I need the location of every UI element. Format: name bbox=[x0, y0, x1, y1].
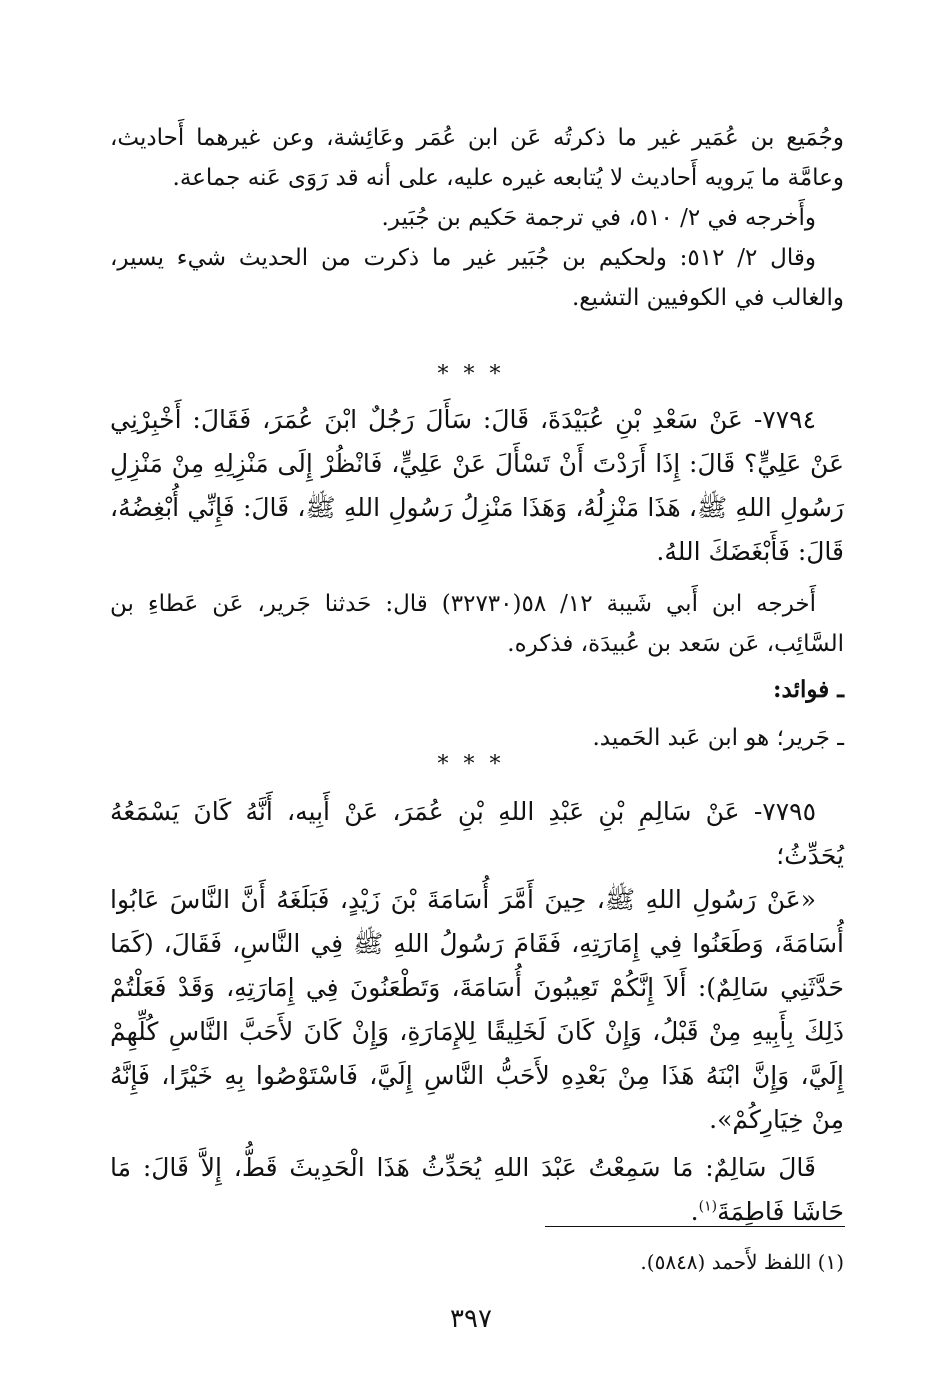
hadith-7794-text: ٧٧٩٤- عَنْ سَعْدِ بْنِ عُبَيْدَةَ، قَالَ: سَأَلَ رَجُلٌ ابْنَ عُمَرَ، فَقَالَ: أَخْبِرْنِي عَنْ عَلِيٍّ؟ قَالَ: إِذَا أَرَدْتَ أَنْ تَسْأَلَ عَنْ عَلِيٍّ، فَانْظُرْ إِلَى مَنْزِلِهِ مِنْ مَنْزِلِ رَسُولِ اللهِ ﷺ، هَذَا مَنْزِلُهُ، وَهَذَا مَنْزِلُ رَسُولِ اللهِ ﷺ، قَالَ: فَإِنِّي أُبْغِضُهُ، قَالَ: فَأَبْغَضَكَ اللهُ. bbox=[110, 405, 844, 566]
fawaid-heading-text: ـ فوائد: bbox=[773, 676, 844, 703]
section-separator-2: * * * bbox=[437, 752, 505, 777]
hadith-7794-takhrij: أَخرجه ابن أَبي شَيبة ١٢/ ٥٨(٣٢٧٣٠) قال: حَدثنا جَرير، عَن عَطاءِ بن السَّائِب، عَن سَعد بن عُبيدَة، فذكره. bbox=[110, 591, 844, 657]
page-number: ٣٩٧ bbox=[450, 1304, 492, 1334]
paragraph-reference-510: وأَخرجه في ٢/ ٥١٠، في ترجمة حَكيم بن جُبَير. bbox=[381, 205, 816, 231]
section-separator: * * * bbox=[437, 362, 505, 387]
fawaid-heading bbox=[110, 670, 844, 710]
intro-section bbox=[110, 118, 844, 318]
footnote: (١) اللفظ لأَحمد (٥٨٤٨). bbox=[640, 1250, 844, 1274]
footnote-divider bbox=[545, 1226, 845, 1227]
salim-note-end: . bbox=[690, 1197, 699, 1226]
footnote-marker: (١) bbox=[698, 1198, 718, 1215]
salim-note bbox=[110, 1146, 844, 1234]
salim-note-text: قَالَ سَالِمٌ: مَا سَمِعْتُ عَبْدَ اللهِ يُحَدِّثُ هَذَا الْحَدِيثَ قَطُّ، إِلاَّ قَالَ: مَا حَاشَا فَاطِمَةَ bbox=[110, 1153, 844, 1226]
fawaid-item: ـ جَرير؛ هو ابن عَبد الحَميد. bbox=[592, 725, 844, 751]
paragraph-narrators: وجُمَيع بن عُمَير غير ما ذكرتُه عَن ابن عُمَر وعَائِشة، وعن غيرهما أَحاديث، وعامَّة ما يَرويه أَحاديث لا يُتابعه غيره عليه، على أنه قد رَوَى عَنه جماعة. bbox=[110, 125, 844, 191]
paragraph-reference-512: وقال ٢/ ٥١٢: ولحكيم بن جُبَير غير ما ذكرت من الحديث شيء يسير، والغالب في الكوفيين التشيع. bbox=[110, 245, 844, 311]
hadith-7795-section bbox=[110, 790, 844, 1234]
hadith-7794-section bbox=[110, 398, 844, 758]
hadith-7795-intro: ٧٧٩٥- عَنْ سَالِمِ بْنِ عَبْدِ اللهِ بْنِ عُمَرَ، عَنْ أَبِيه، أَنَّهُ كَانَ يَسْمَعُهُ يُحَدِّثُ؛ bbox=[110, 797, 844, 870]
hadith-7795-text: «عَنْ رَسُولِ اللهِ ﷺ، حِينَ أَمَّرَ أُسَامَةَ بْنَ زَيْدٍ، فَبَلَغَهُ أَنَّ النَّاسَ عَابُوا أُسَامَةَ، وَطَعَنُوا فِي إِمَارَتِهِ، فَقَامَ رَسُولُ اللهِ ﷺ فِي النَّاسِ، فَقَالَ، (كَمَا حَدَّثَنِي سَالِمٌ): أَلاَ إِنَّكُمْ تَعِيبُونَ أُسَامَةَ، وَتَطْعَنُونَ فِي إِمَارَتِهِ، وَقَدْ فَعَلْتُمْ ذَلِكَ بِأَبِيهِ مِنْ قَبْلُ، وَإِنْ كَانَ لَخَلِيقًا لِلإِمَارَةِ، وَإِنْ كَانَ لأَحَبَّ النَّاسِ كُلِّهِمْ إِلَيَّ، وَإِنَّ ابْنَهُ هَذَا مِنْ بَعْدِهِ لأَحَبُّ النَّاسِ إِلَيَّ، فَاسْتَوْصُوا بِهِ خَيْرًا، فَإِنَّهُ مِنْ خِيَارِكُمْ». bbox=[110, 885, 844, 1134]
